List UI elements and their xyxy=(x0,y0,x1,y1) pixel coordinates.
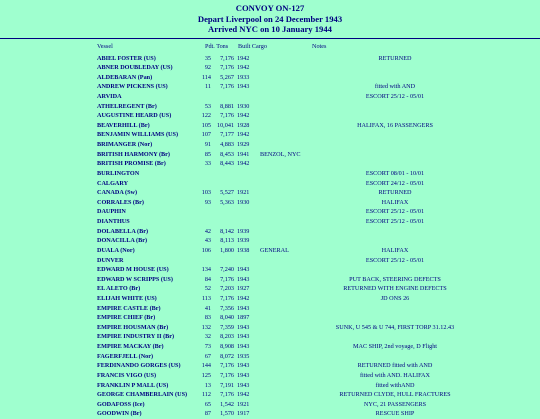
table-row xyxy=(0,121,540,131)
notes-value: ESCORT 25/12 - 05/01 xyxy=(365,208,425,216)
vessel-name: DOLABELLA (Br) xyxy=(97,227,149,235)
built-year: 1943 xyxy=(237,362,250,370)
tons-value: 1,570 xyxy=(220,410,234,418)
pdt-value: 107 xyxy=(201,131,211,139)
built-year: 1943 xyxy=(237,304,250,312)
vessel-name: EDWARD M HOUSE (US) xyxy=(97,266,169,274)
vessel-name: BEAVERHILL (Br) xyxy=(97,121,150,129)
notes-value: ESCORT 25/12 - 05/01 xyxy=(365,218,425,226)
vessel-name: FERDINANDO GORGES (US) xyxy=(97,362,181,370)
tons-value: 7,176 xyxy=(220,83,234,91)
built-year: 1942 xyxy=(237,391,250,399)
table-row xyxy=(0,63,540,73)
tons-value: 5,267 xyxy=(220,73,234,81)
built-year: 1939 xyxy=(237,227,250,235)
table-row xyxy=(0,371,540,381)
tons-value: 7,176 xyxy=(220,112,234,120)
tons-value: 8,453 xyxy=(220,150,234,158)
vessel-name: GODAFOSS (Ice) xyxy=(97,400,145,408)
table-row xyxy=(0,313,540,323)
table-row xyxy=(0,227,540,237)
column-header-pdt-tons: Pdt. Tons xyxy=(205,43,229,50)
cargo-value: BENZOL, NYC xyxy=(260,150,301,158)
notes-value: ESCORT 25/12 - 05/01 xyxy=(365,256,425,264)
tons-value: 7,176 xyxy=(220,54,234,62)
vessel-name: GOODWIN (Br) xyxy=(97,410,142,418)
notes-value: RETURNED xyxy=(378,54,412,62)
tons-value: 7,176 xyxy=(220,275,234,283)
notes-value: MAC SHIP, 2nd voyage, D Flight xyxy=(352,343,438,351)
pdt-value: 52 xyxy=(204,285,211,293)
vessel-name: DIANTHUS xyxy=(97,218,130,226)
vessel-name: ALDEBARAN (Pan) xyxy=(97,73,153,81)
table-row xyxy=(0,179,540,189)
built-year: 1943 xyxy=(237,371,250,379)
notes-value: RESCUE SHIP xyxy=(375,410,415,418)
pdt-value: 93 xyxy=(204,198,211,206)
vessel-name: CALGARY xyxy=(97,179,129,187)
table-row xyxy=(0,102,540,112)
pdt-value: 84 xyxy=(204,275,211,283)
notes-value: RETURNED xyxy=(378,189,412,197)
vessel-name: CORRALES (Br) xyxy=(97,198,144,206)
table-row xyxy=(0,188,540,198)
table-row xyxy=(0,169,540,179)
table-row xyxy=(0,140,540,150)
pdt-value: 103 xyxy=(201,189,211,197)
tons-value: 8,203 xyxy=(220,333,234,341)
vessel-name: BRIMANGER (Nor) xyxy=(97,141,153,149)
pdt-value: 32 xyxy=(204,333,211,341)
notes-value: NYC, 21 PASSENGERS xyxy=(363,400,427,408)
notes-value: HALIFAX xyxy=(381,198,409,206)
pdt-value: 43 xyxy=(204,237,211,245)
pdt-value: 87 xyxy=(204,410,211,418)
built-year: 1942 xyxy=(237,131,250,139)
tons-value: 7,177 xyxy=(220,131,234,139)
tons-value: 7,240 xyxy=(220,266,234,274)
vessel-name: GEORGE CHAMBERLAIN (US) xyxy=(97,391,188,399)
vessel-name: EDWARD W SCRIPPS (US) xyxy=(97,275,173,283)
tons-value: 8,072 xyxy=(220,352,234,360)
built-year: 1941 xyxy=(237,150,250,158)
document-header xyxy=(0,3,540,35)
pdt-value: 106 xyxy=(201,246,211,254)
table-row xyxy=(0,304,540,314)
table-row xyxy=(0,265,540,275)
tons-value: 5,363 xyxy=(220,198,234,206)
table-row xyxy=(0,207,540,217)
built-year: 1935 xyxy=(237,352,250,360)
tons-value: 8,443 xyxy=(220,160,234,168)
notes-value: RETURNED fitted with AND xyxy=(357,362,433,370)
tons-value: 8,040 xyxy=(220,314,234,322)
notes-value: ESCORT 24/12 - 05/01 xyxy=(365,179,425,187)
built-year: 1943 xyxy=(237,323,250,331)
pdt-value: 33 xyxy=(204,160,211,168)
tons-value: 5,527 xyxy=(220,189,234,197)
tons-value: 8,142 xyxy=(220,227,234,235)
built-year: 1942 xyxy=(237,112,250,120)
table-row xyxy=(0,82,540,92)
built-year: 1943 xyxy=(237,333,250,341)
built-year: 1943 xyxy=(237,83,250,91)
tons-value: 7,191 xyxy=(220,381,234,389)
pdt-value: 65 xyxy=(204,400,211,408)
vessel-name: BRITISH PROMISE (Br) xyxy=(97,160,166,168)
notes-value: JD ONS 26 xyxy=(380,295,410,302)
vessel-name: CANADA (Sw) xyxy=(97,189,138,197)
vessel-name: BENJAMIN WILLIAMS (US) xyxy=(97,131,179,139)
pdt-value: 134 xyxy=(201,266,211,274)
table-row xyxy=(0,294,540,304)
tons-value: 8,908 xyxy=(220,343,234,351)
table-row xyxy=(0,284,540,294)
vessel-name: DUALA (Nor) xyxy=(97,246,135,254)
pdt-value: 132 xyxy=(201,323,211,331)
pdt-value: 113 xyxy=(201,295,211,302)
table-row xyxy=(0,390,540,400)
built-year: 1928 xyxy=(237,121,250,129)
vessel-name: DAUPHIN xyxy=(97,208,126,216)
tons-value: 7,176 xyxy=(220,64,234,72)
tons-value: 8,113 xyxy=(220,237,234,245)
notes-value: HALIFAX, 16 PASSENGERS xyxy=(357,121,433,129)
tons-value: 1,800 xyxy=(220,246,234,254)
notes-value: SUNK, U 545 & U 744, FIRST TORP 31.12.43 xyxy=(335,323,455,331)
vessel-name: ARVIDA xyxy=(97,92,122,100)
built-year: 1938 xyxy=(237,246,250,254)
built-year: 1939 xyxy=(237,237,250,245)
tons-value: 1,542 xyxy=(220,400,234,408)
built-year: 1943 xyxy=(237,343,250,351)
table-row xyxy=(0,256,540,266)
pdt-value: 83 xyxy=(204,314,211,322)
vessel-name: AUGUSTINE HEARD (US) xyxy=(97,112,172,120)
cargo-value: GENERAL xyxy=(260,246,289,254)
pdt-value: 112 xyxy=(201,391,211,399)
built-year: 1943 xyxy=(237,266,250,274)
pdt-value: 35 xyxy=(204,54,211,62)
pdt-value: 53 xyxy=(204,102,211,110)
table-row xyxy=(0,361,540,371)
pdt-value: 114 xyxy=(201,73,211,81)
vessel-name: EMPIRE MACKAY (Br) xyxy=(97,343,164,351)
table-row xyxy=(0,159,540,169)
notes-value: fitted with AND. HALIFAX xyxy=(359,371,430,379)
table-row xyxy=(0,275,540,285)
tons-value: 7,176 xyxy=(220,362,234,370)
table-row xyxy=(0,323,540,333)
built-year: 1930 xyxy=(237,102,250,110)
built-year: 1942 xyxy=(237,160,250,168)
table-row xyxy=(0,92,540,102)
tons-value: 8,881 xyxy=(220,102,234,110)
convoy-title: CONVOY ON-127 xyxy=(235,3,305,13)
departure-line: Depart Liverpool on 24 December 1943 xyxy=(197,13,343,24)
built-year: 1917 xyxy=(237,410,250,418)
header-divider xyxy=(0,38,540,39)
table-row xyxy=(0,246,540,256)
notes-value: PUT BACK, STEERING DEFECTS xyxy=(349,275,441,283)
built-year: 1943 xyxy=(237,275,250,283)
table-row xyxy=(0,342,540,352)
tons-value: 7,356 xyxy=(220,304,234,312)
built-year: 1921 xyxy=(237,400,250,408)
pdt-value: 122 xyxy=(201,112,211,120)
pdt-value: 92 xyxy=(204,64,211,72)
vessel-name: DONACILLA (Br) xyxy=(97,237,148,245)
pdt-value: 85 xyxy=(204,150,211,158)
table-row xyxy=(0,332,540,342)
table-row xyxy=(0,409,540,419)
built-year: 1942 xyxy=(237,64,250,72)
vessel-name: ATHELREGENT (Br) xyxy=(97,102,157,110)
notes-value: fitted with AND xyxy=(374,83,416,91)
pdt-value: 91 xyxy=(204,141,211,149)
built-year: 1929 xyxy=(237,141,250,149)
table-row xyxy=(0,217,540,227)
tons-value: 7,203 xyxy=(220,285,234,293)
table-row xyxy=(0,130,540,140)
notes-value: ESCORT 25/12 - 05/01 xyxy=(365,92,425,100)
notes-value: HALIFAX xyxy=(381,246,409,254)
notes-value: RETURNED CLYDE, HULL FRACTURES xyxy=(339,391,451,399)
vessel-name: EMPIRE CASTLE (Br) xyxy=(97,304,161,312)
pdt-value: 13 xyxy=(204,381,211,389)
column-header-vessel: Vessel xyxy=(97,43,113,50)
pdt-value: 42 xyxy=(204,227,211,235)
table-row xyxy=(0,111,540,121)
tons-value: 7,176 xyxy=(220,391,234,399)
pdt-value: 41 xyxy=(204,304,211,312)
pdt-value: 105 xyxy=(201,121,211,129)
built-year: 1942 xyxy=(237,54,250,62)
table-row xyxy=(0,381,540,391)
column-header-notes: Notes xyxy=(312,43,327,50)
vessel-name: BURLINGTON xyxy=(97,169,140,177)
notes-value: RETURNED WITH ENGINE DEFECTS xyxy=(343,285,447,293)
built-year: 1943 xyxy=(237,381,250,389)
vessel-name: DUNVER xyxy=(97,256,124,264)
built-year: 1921 xyxy=(237,189,250,197)
pdt-value: 67 xyxy=(204,352,211,360)
vessel-name: FAGERFJELL (Nor) xyxy=(97,352,154,360)
table-row xyxy=(0,54,540,64)
built-year: 1942 xyxy=(237,295,250,302)
vessel-name: ANDREW PICKENS (US) xyxy=(97,83,168,91)
vessel-name: ELIJAH WHITE (US) xyxy=(97,295,157,302)
pdt-value: 144 xyxy=(201,362,211,370)
vessel-name: FRANKLIN P MALL (US) xyxy=(97,381,169,389)
arrival-line: Arrived NYC on 10 January 1944 xyxy=(208,24,332,35)
table-row xyxy=(0,198,540,208)
table-row xyxy=(0,73,540,83)
vessel-name: EL ALETO (Br) xyxy=(97,285,141,293)
notes-value: ESCORT 08/01 - 10/01 xyxy=(365,169,425,177)
column-header-built-cargo: Built Cargo xyxy=(238,43,267,50)
vessel-name: EMPIRE INDUSTRY II (Br) xyxy=(97,333,175,341)
tons-value: 10,041 xyxy=(216,121,234,129)
vessel-name: FRANCIS VIGO (US) xyxy=(97,371,157,379)
pdt-value: 125 xyxy=(201,371,211,379)
tons-value: 7,176 xyxy=(220,295,234,302)
vessel-name: ABIEL FOSTER (US) xyxy=(97,54,156,62)
vessel-name: BRITISH HARMONY (Br) xyxy=(97,150,170,158)
vessel-name: ABNER DOUBLEDAY (US) xyxy=(97,64,173,72)
vessel-name: EMPIRE HOUSMAN (Br) xyxy=(97,323,169,331)
table-row xyxy=(0,150,540,160)
pdt-value: 11 xyxy=(205,83,211,91)
built-year: 1930 xyxy=(237,198,250,206)
vessel-name: EMPIRE CHIEF (Br) xyxy=(97,314,156,322)
built-year: 1927 xyxy=(237,285,250,293)
tons-value: 7,359 xyxy=(220,323,234,331)
built-year: 1897 xyxy=(237,314,250,322)
notes-value: fitted withAND xyxy=(375,381,415,389)
built-year: 1933 xyxy=(237,73,250,81)
pdt-value: 73 xyxy=(204,343,211,351)
tons-value: 4,883 xyxy=(220,141,234,149)
table-row xyxy=(0,236,540,246)
tons-value: 7,176 xyxy=(220,371,234,379)
table-row xyxy=(0,352,540,362)
